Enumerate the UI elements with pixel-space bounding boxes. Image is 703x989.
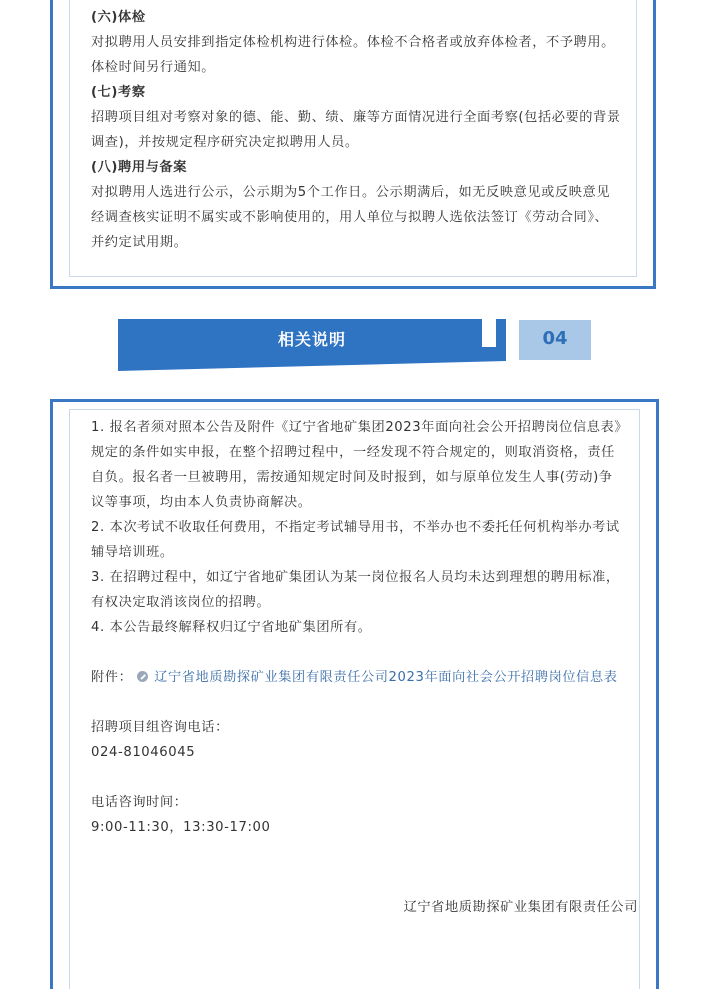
company-signature: 辽宁省地质勘探矿业集团有限责任公司 — [403, 900, 638, 915]
notes-box — [50, 399, 659, 989]
section-banner — [118, 319, 508, 371]
section-number-badge: 04 — [519, 320, 591, 360]
phone-label: 招聘项目组咨询电话： — [91, 720, 229, 735]
banner-fold — [118, 361, 506, 371]
section-heading-inspection: (七)考察 — [91, 85, 146, 100]
note-item-3: 3. 在招聘过程中，如辽宁省地矿集团认为某一岗位报名人员均未达到理想的聘用标准，有权决定取消该岗位的招聘。 — [91, 570, 620, 610]
section-text-inspection: 招聘项目组对考察对象的德、能、勤、绩、廉等方面情况进行全面考察(包括必要的背景调查)，并按规定程序研究决定拟聘用人员。 — [91, 110, 621, 150]
banner-title: 相关说明 — [277, 330, 346, 349]
note-item-1: 1. 报名者须对照本公告及附件《辽宁省地矿集团2023年面向社会公开招聘岗位信息表》规定的条件如实申报，在整个招聘过程中，一经发现不符合规定的，则取消资格，责任自负。报名者一旦被聘用，需按通知规定时间及时报到，如与原单位发生人事(劳动)争议等事项，均由本人负责协商解决。 — [91, 420, 622, 510]
attachment-label: 附件： — [91, 670, 133, 685]
link-icon[interactable] — [137, 671, 148, 682]
hours-label: 电话咨询时间： — [91, 795, 188, 810]
hours-value: 9:00-11:30，13:30-17:00 — [91, 820, 271, 835]
recruitment-steps-box — [50, 0, 656, 289]
note-item-2: 2. 本次考试不收取任何费用，不指定考试辅导用书，不举办也不委托任何机构举办考试辅导培训班。 — [91, 520, 620, 560]
phone-number: 024-81046045 — [91, 745, 196, 760]
notes-content — [91, 415, 623, 840]
note-item-4: 4. 本公告最终解释权归辽宁省地矿集团所有。 — [91, 620, 372, 635]
steps-content — [91, 5, 621, 255]
section-text-medical: 对拟聘用人员安排到指定体检机构进行体检。体检不合格者或放弃体检者，不予聘用。体检时间另行通知。 — [91, 35, 615, 75]
attachment-link[interactable]: 辽宁省地质勘探矿业集团有限责任公司2023年面向社会公开招聘岗位信息表 — [154, 670, 618, 685]
section-heading-medical: (六)体检 — [91, 10, 146, 25]
attachment-line — [91, 665, 623, 690]
section-text-employment: 对拟聘用人选进行公示，公示期为5个工作日。公示期满后，如无反映意见或反映意见经调查核实证明不属实或不影响使用的，用人单位与拟聘人选依法签订《劳动合同》、并约定试用期。 — [91, 185, 611, 250]
section-heading-employment: (八)聘用与备案 — [91, 160, 187, 175]
